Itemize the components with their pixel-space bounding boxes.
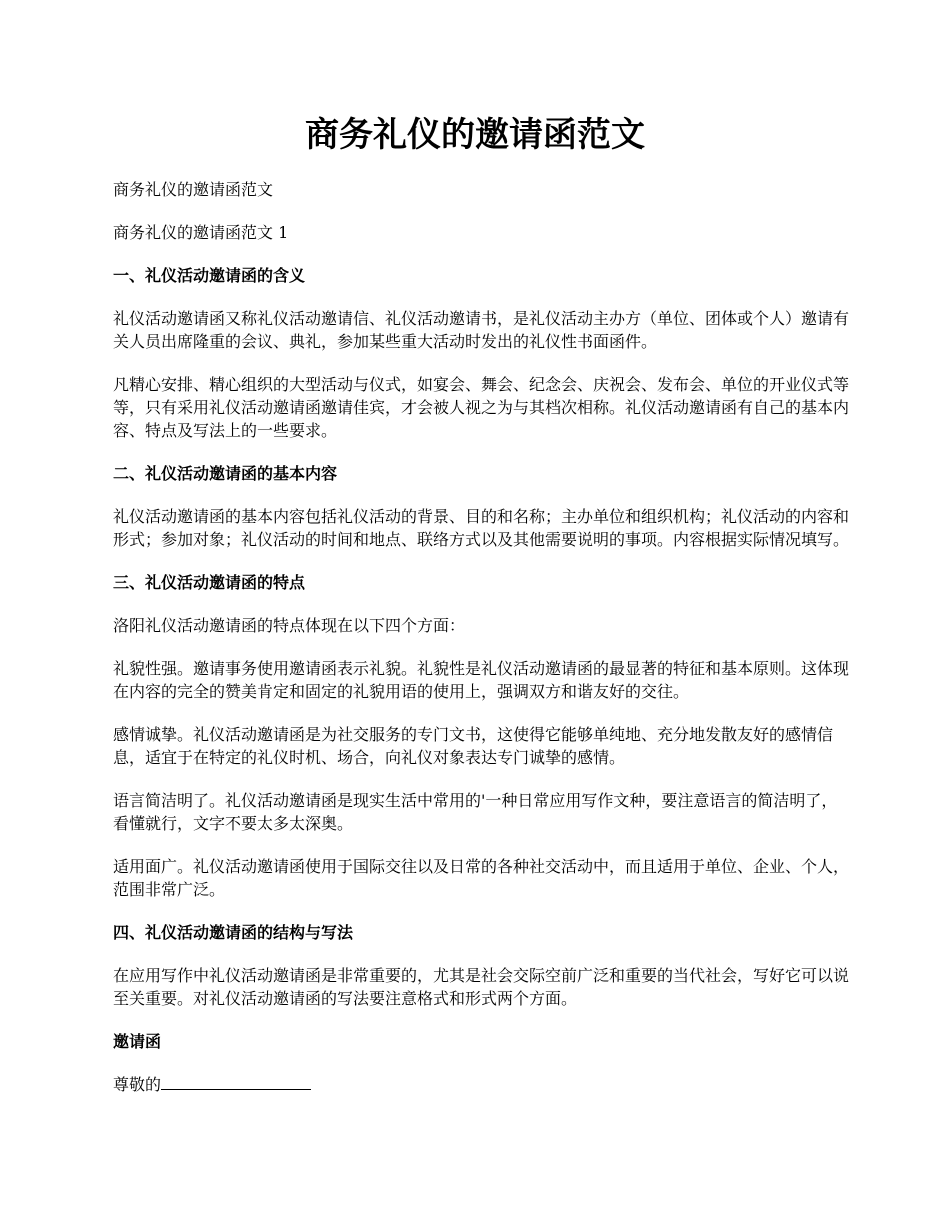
paragraph-6: 感情诚挚。礼仪活动邀请函是为社交服务的专门文书，这使得它能够单纯地、充分地发散友好的感情信息，适宜于在特定的礼仪时机、场合，向礼仪对象表达专门诚挚的感情。	[113, 725, 834, 767]
section-heading-2: 二、礼仪活动邀请函的基本内容	[113, 464, 338, 483]
paragraph-5: 礼貌性强。邀请事务使用邀请函表示礼貌。礼貌性是礼仪活动邀请函的最显著的特征和基本原则。这体现在内容的完全的赞美肯定和固定的礼貌用语的使用上，强调双方和谐友好的交往。	[113, 659, 850, 701]
section-heading-4: 四、礼仪活动邀请函的结构与写法	[113, 923, 354, 942]
subtitle: 商务礼仪的邀请函范文	[113, 180, 274, 199]
paragraph-2: 凡精心安排、精心组织的大型活动与仪式，如宴会、舞会、纪念会、庆祝会、发布会、单位的开业仪式等等，只有采用礼仪活动邀请函邀请佳宾，才会被人视之为与其档次相称。礼仪活动邀请函有自己的基本内容、特点及写法上的一些要求。	[113, 375, 850, 440]
paragraph-8: 适用面广。礼仪活动邀请函使用于国际交往以及日常的各种社交活动中，而且适用于单位、企业、个人，范围非常广泛。	[113, 857, 850, 899]
paragraph-3: 礼仪活动邀请函的基本内容包括礼仪活动的背景、目的和名称；主办单位和组织机构；礼仪活动的内容和形式；参加对象；礼仪活动的时间和地点、联络方式以及其他需要说明的事项。内容根据实际情况填写。	[113, 507, 850, 549]
document-body	[113, 178, 853, 1116]
name-blank-line	[161, 1073, 311, 1090]
salutation-text: 尊敬的	[113, 1075, 162, 1094]
paragraph-7: 语言简洁明了。礼仪活动邀请函是现实生活中常用的'一种日常应用写作文种，要注意语言的简洁明了，看懂就行，文字不要太多太深奥。	[113, 791, 838, 833]
paragraph-1: 礼仪活动邀请函又称礼仪活动邀请信、礼仪活动邀请书，是礼仪活动主办方（单位、团体或个人）邀请有关人员出席隆重的会议、典礼，参加某些重大活动时发出的礼仪性书面函件。	[113, 309, 850, 351]
subtitle-numbered: 商务礼仪的邀请函范文 1	[113, 223, 289, 242]
section-heading-3: 三、礼仪活动邀请函的特点	[113, 573, 306, 592]
document-title: 商务礼仪的邀请函范文	[305, 115, 645, 155]
salutation-line	[113, 1073, 853, 1096]
paragraph-4: 洛阳礼仪活动邀请函的特点体现在以下四个方面：	[113, 616, 466, 635]
letter-heading: 邀请函	[113, 1032, 162, 1051]
section-heading-1: 一、礼仪活动邀请函的含义	[113, 266, 306, 285]
paragraph-9: 在应用写作中礼仪活动邀请函是非常重要的，尤其是社会交际空前广泛和重要的当代社会，写好它可以说至关重要。对礼仪活动邀请函的写法要注意格式和形式两个方面。	[113, 966, 850, 1008]
